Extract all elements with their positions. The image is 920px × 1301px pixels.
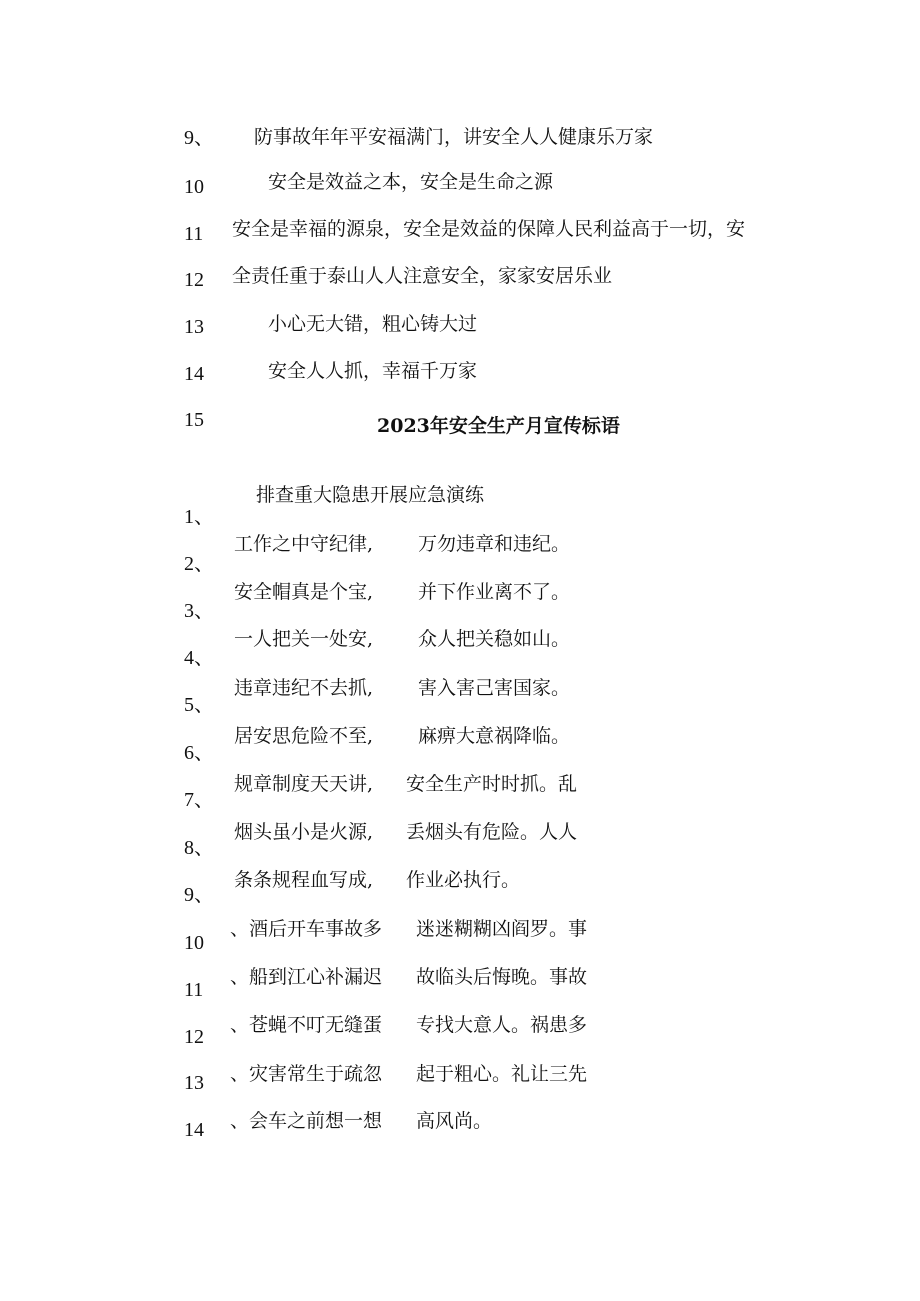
item-number: 12 xyxy=(184,1026,204,1048)
item-number: 7、 xyxy=(184,789,214,811)
item-number: 9、 xyxy=(184,127,214,149)
slogan-right: 迷迷糊糊凶阎罗。事 xyxy=(416,918,588,940)
item-number: 11 xyxy=(184,223,204,245)
section-title: 2023年安全生产月宣传标语 xyxy=(377,415,620,437)
slogan-left: 、苍蝇不叮无缝蛋 xyxy=(230,1014,383,1036)
item-number: 14 xyxy=(184,363,204,385)
item-number: 1、 xyxy=(184,506,214,528)
slogan-left: 条条规程血写成, xyxy=(234,869,374,891)
slogan-right: 安全生产时时抓。乱 xyxy=(406,773,578,795)
intro-slogan: 排查重大隐患开展应急演练 xyxy=(256,484,485,506)
slogan-right: 众人把关稳如山。 xyxy=(418,628,571,650)
item-number: 13 xyxy=(184,316,204,338)
item-number: 14 xyxy=(184,1119,204,1141)
item-number: 6、 xyxy=(184,742,214,764)
slogan-text: 安全人人抓，幸福千万家 xyxy=(268,360,478,382)
slogan-right: 高风尚。 xyxy=(416,1110,493,1132)
slogan-left: 、会车之前想一想 xyxy=(230,1110,383,1132)
slogan-text: 全责任重于泰山人人注意安全，家家安居乐业 xyxy=(232,265,613,287)
slogan-right: 丢烟头有危险。人人 xyxy=(406,821,578,843)
slogan-left: 规章制度天天讲, xyxy=(234,773,374,795)
slogan-left: 违章违纪不去抓, xyxy=(234,677,374,699)
item-number: 8、 xyxy=(184,837,214,859)
slogan-right: 麻痹大意祸降临。 xyxy=(418,725,571,747)
item-number: 13 xyxy=(184,1072,204,1094)
item-number: 4、 xyxy=(184,647,214,669)
item-number: 15 xyxy=(184,409,204,431)
slogan-right: 作业必执行。 xyxy=(406,869,521,891)
slogan-left: 居安思危险不至, xyxy=(234,725,374,747)
slogan-left: 安全帽真是个宝, xyxy=(234,581,374,603)
slogan-right: 万勿违章和违纪。 xyxy=(418,533,571,555)
slogan-text: 小心无大错，粗心铸大过 xyxy=(268,313,478,335)
item-number: 12 xyxy=(184,269,204,291)
slogan-right: 害入害己害国家。 xyxy=(418,677,571,699)
slogan-left: 工作之中守纪律, xyxy=(234,533,374,555)
slogan-text: 安全是效益之本，安全是生命之源 xyxy=(268,171,554,193)
slogan-left: 、酒后开车事故多 xyxy=(230,918,383,940)
item-number: 11 xyxy=(184,979,204,1001)
slogan-right: 专找大意人。祸患多 xyxy=(416,1014,588,1036)
slogan-right: 起于粗心。礼让三先 xyxy=(416,1063,588,1085)
slogan-left: 一人把关一处安, xyxy=(234,628,374,650)
slogan-right: 并下作业离不了。 xyxy=(418,581,571,603)
item-number: 9、 xyxy=(184,884,214,906)
item-number: 10 xyxy=(184,176,204,198)
slogan-left: 烟头虽小是火源, xyxy=(234,821,374,843)
slogan-text: 安全是幸福的源泉，安全是效益的保障人民利益高于一切，安 xyxy=(232,218,746,240)
item-number: 2、 xyxy=(184,553,214,575)
slogan-left: 、灾害常生于疏忽 xyxy=(230,1063,383,1085)
item-number: 5、 xyxy=(184,694,214,716)
slogan-text: 防事故年年平安福满门，讲安全人人健康乐万家 xyxy=(254,126,654,148)
item-number: 10 xyxy=(184,932,204,954)
slogan-left: 、船到江心补漏迟 xyxy=(230,966,383,988)
item-number: 3、 xyxy=(184,600,214,622)
slogan-right: 故临头后悔晚。事故 xyxy=(416,966,588,988)
